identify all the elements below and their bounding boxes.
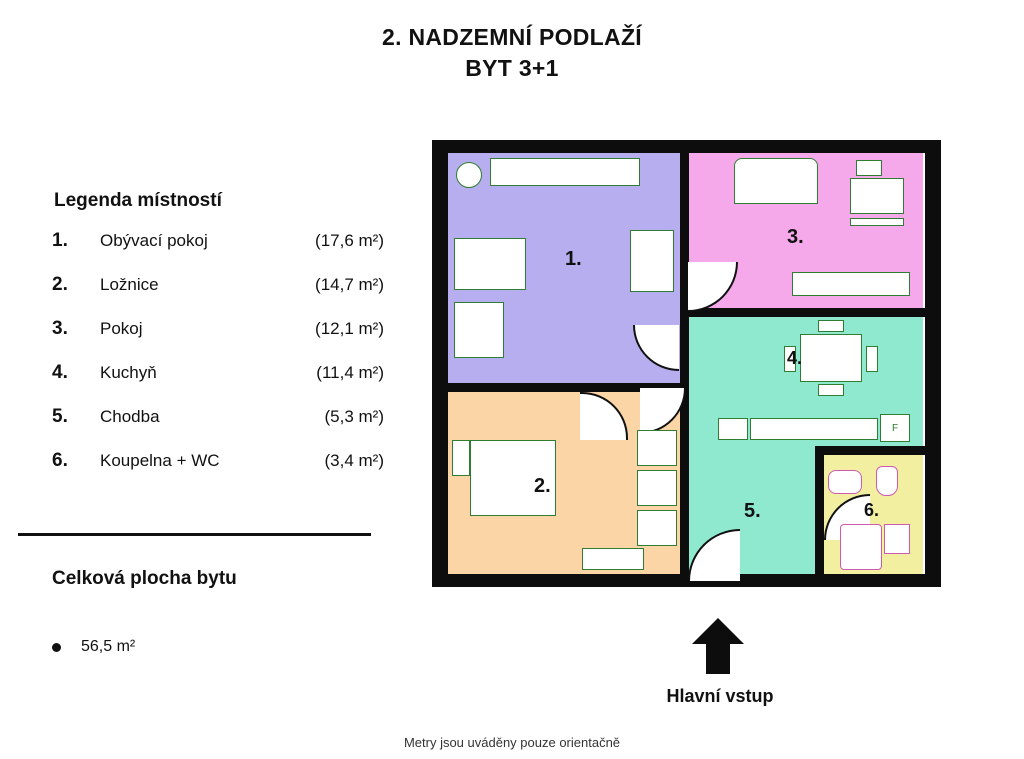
wall-interior-bath-top [815, 446, 941, 455]
furniture-wardrobe-room3 [850, 218, 904, 226]
legend-item-number: 4. [52, 362, 68, 383]
furniture-nightstand-bedroom [452, 440, 470, 476]
legend-item-1 [18, 230, 388, 274]
total-area-row [52, 638, 135, 656]
furniture-sofa-living [490, 158, 640, 186]
legend [18, 190, 388, 494]
legend-heading: Legenda místností [54, 190, 222, 211]
furniture-dresser-bedroom [582, 548, 644, 570]
fixture-toilet-bathroom [876, 466, 898, 496]
legend-item-2 [18, 274, 388, 318]
legend-item-area: (3,4 m²) [324, 451, 384, 470]
furniture-chair-room3 [856, 160, 882, 176]
total-area-heading: Celková plocha bytu [52, 568, 237, 589]
legend-item-number: 1. [52, 230, 68, 251]
legend-item-number: 5. [52, 406, 68, 427]
legend-item-number: 6. [52, 450, 68, 471]
fridge-label: F [891, 422, 899, 434]
plant-icon-living [456, 162, 482, 188]
legend-item-name: Obývací pokoj [100, 231, 208, 250]
legend-item-5 [18, 406, 388, 450]
furniture-wardrobe-bedroom-1 [637, 430, 677, 466]
entrance-arrow-icon [690, 618, 746, 674]
furniture-wardrobe-bedroom-2 [637, 470, 677, 506]
page-title-line1: 2. NADZEMNÍ PODLAŽÍ [382, 24, 642, 50]
legend-item-name: Pokoj [100, 319, 143, 338]
furniture-dining-table-kitchen [800, 334, 862, 382]
legend-item-name: Kuchyň [100, 363, 157, 382]
furniture-bed-living [454, 238, 526, 290]
legend-item-area: (14,7 m²) [315, 275, 384, 294]
legend-item-3 [18, 318, 388, 362]
legend-item-area: (12,1 m²) [315, 319, 384, 338]
room-label-bedroom: 2. [534, 475, 551, 497]
furniture-kitchen-counter [750, 418, 878, 440]
room-label-living: 1. [565, 248, 582, 270]
furniture-wardrobe-bedroom-3 [637, 510, 677, 546]
legend-item-name: Chodba [100, 407, 160, 426]
floor-plan [432, 140, 945, 597]
legend-item-4 [18, 362, 388, 406]
furniture-bench-room3 [792, 272, 910, 296]
furniture-armchair-living [454, 302, 504, 358]
title-block [0, 22, 1024, 84]
legend-item-number: 3. [52, 318, 68, 339]
fixture-washer-bathroom [884, 524, 910, 554]
wall-interior-bath-left [815, 446, 824, 587]
legend-item-area: (5,3 m²) [324, 407, 384, 426]
furniture-dining-chair-right [866, 346, 878, 372]
legend-item-area: (17,6 m²) [315, 231, 384, 250]
legend-item-number: 2. [52, 274, 68, 295]
room-label-room3: 3. [787, 226, 804, 248]
legend-item-6 [18, 450, 388, 494]
room-label-bathroom: 6. [864, 500, 880, 520]
wall-interior-horizontal-right [680, 308, 941, 317]
furniture-sofabed-room3 [734, 158, 818, 204]
legend-item-area: (11,4 m²) [316, 363, 384, 382]
furniture-shelf-living-right [630, 230, 674, 292]
legend-item-name: Koupelna + WC [100, 451, 220, 470]
room-label-kitchen: 4. [787, 348, 803, 368]
legend-item-name: Ložnice [100, 275, 159, 294]
wall-left [432, 140, 448, 587]
footnote: Metry jsou uváděny pouze orientačně [403, 735, 621, 750]
wall-interior-vertical-center-bottom [680, 383, 689, 587]
total-area-value: 56,5 m² [81, 638, 136, 655]
furniture-cooktop-kitchen [718, 418, 748, 440]
bullet-icon [52, 643, 61, 652]
fixture-sink-bathroom [828, 470, 862, 494]
entrance-label: Hlavní vstup [666, 686, 774, 706]
furniture-desk-room3 [850, 178, 904, 214]
room-label-hall: 5. [744, 500, 761, 522]
furniture-dining-chair-top [818, 320, 844, 332]
wall-right [925, 140, 941, 587]
fixture-bathtub-bathroom [840, 524, 882, 570]
legend-divider [18, 533, 371, 536]
furniture-dining-chair-bottom [818, 384, 844, 396]
page-title-line2: BYT 3+1 [465, 55, 559, 81]
furniture-fridge-kitchen [880, 414, 910, 442]
